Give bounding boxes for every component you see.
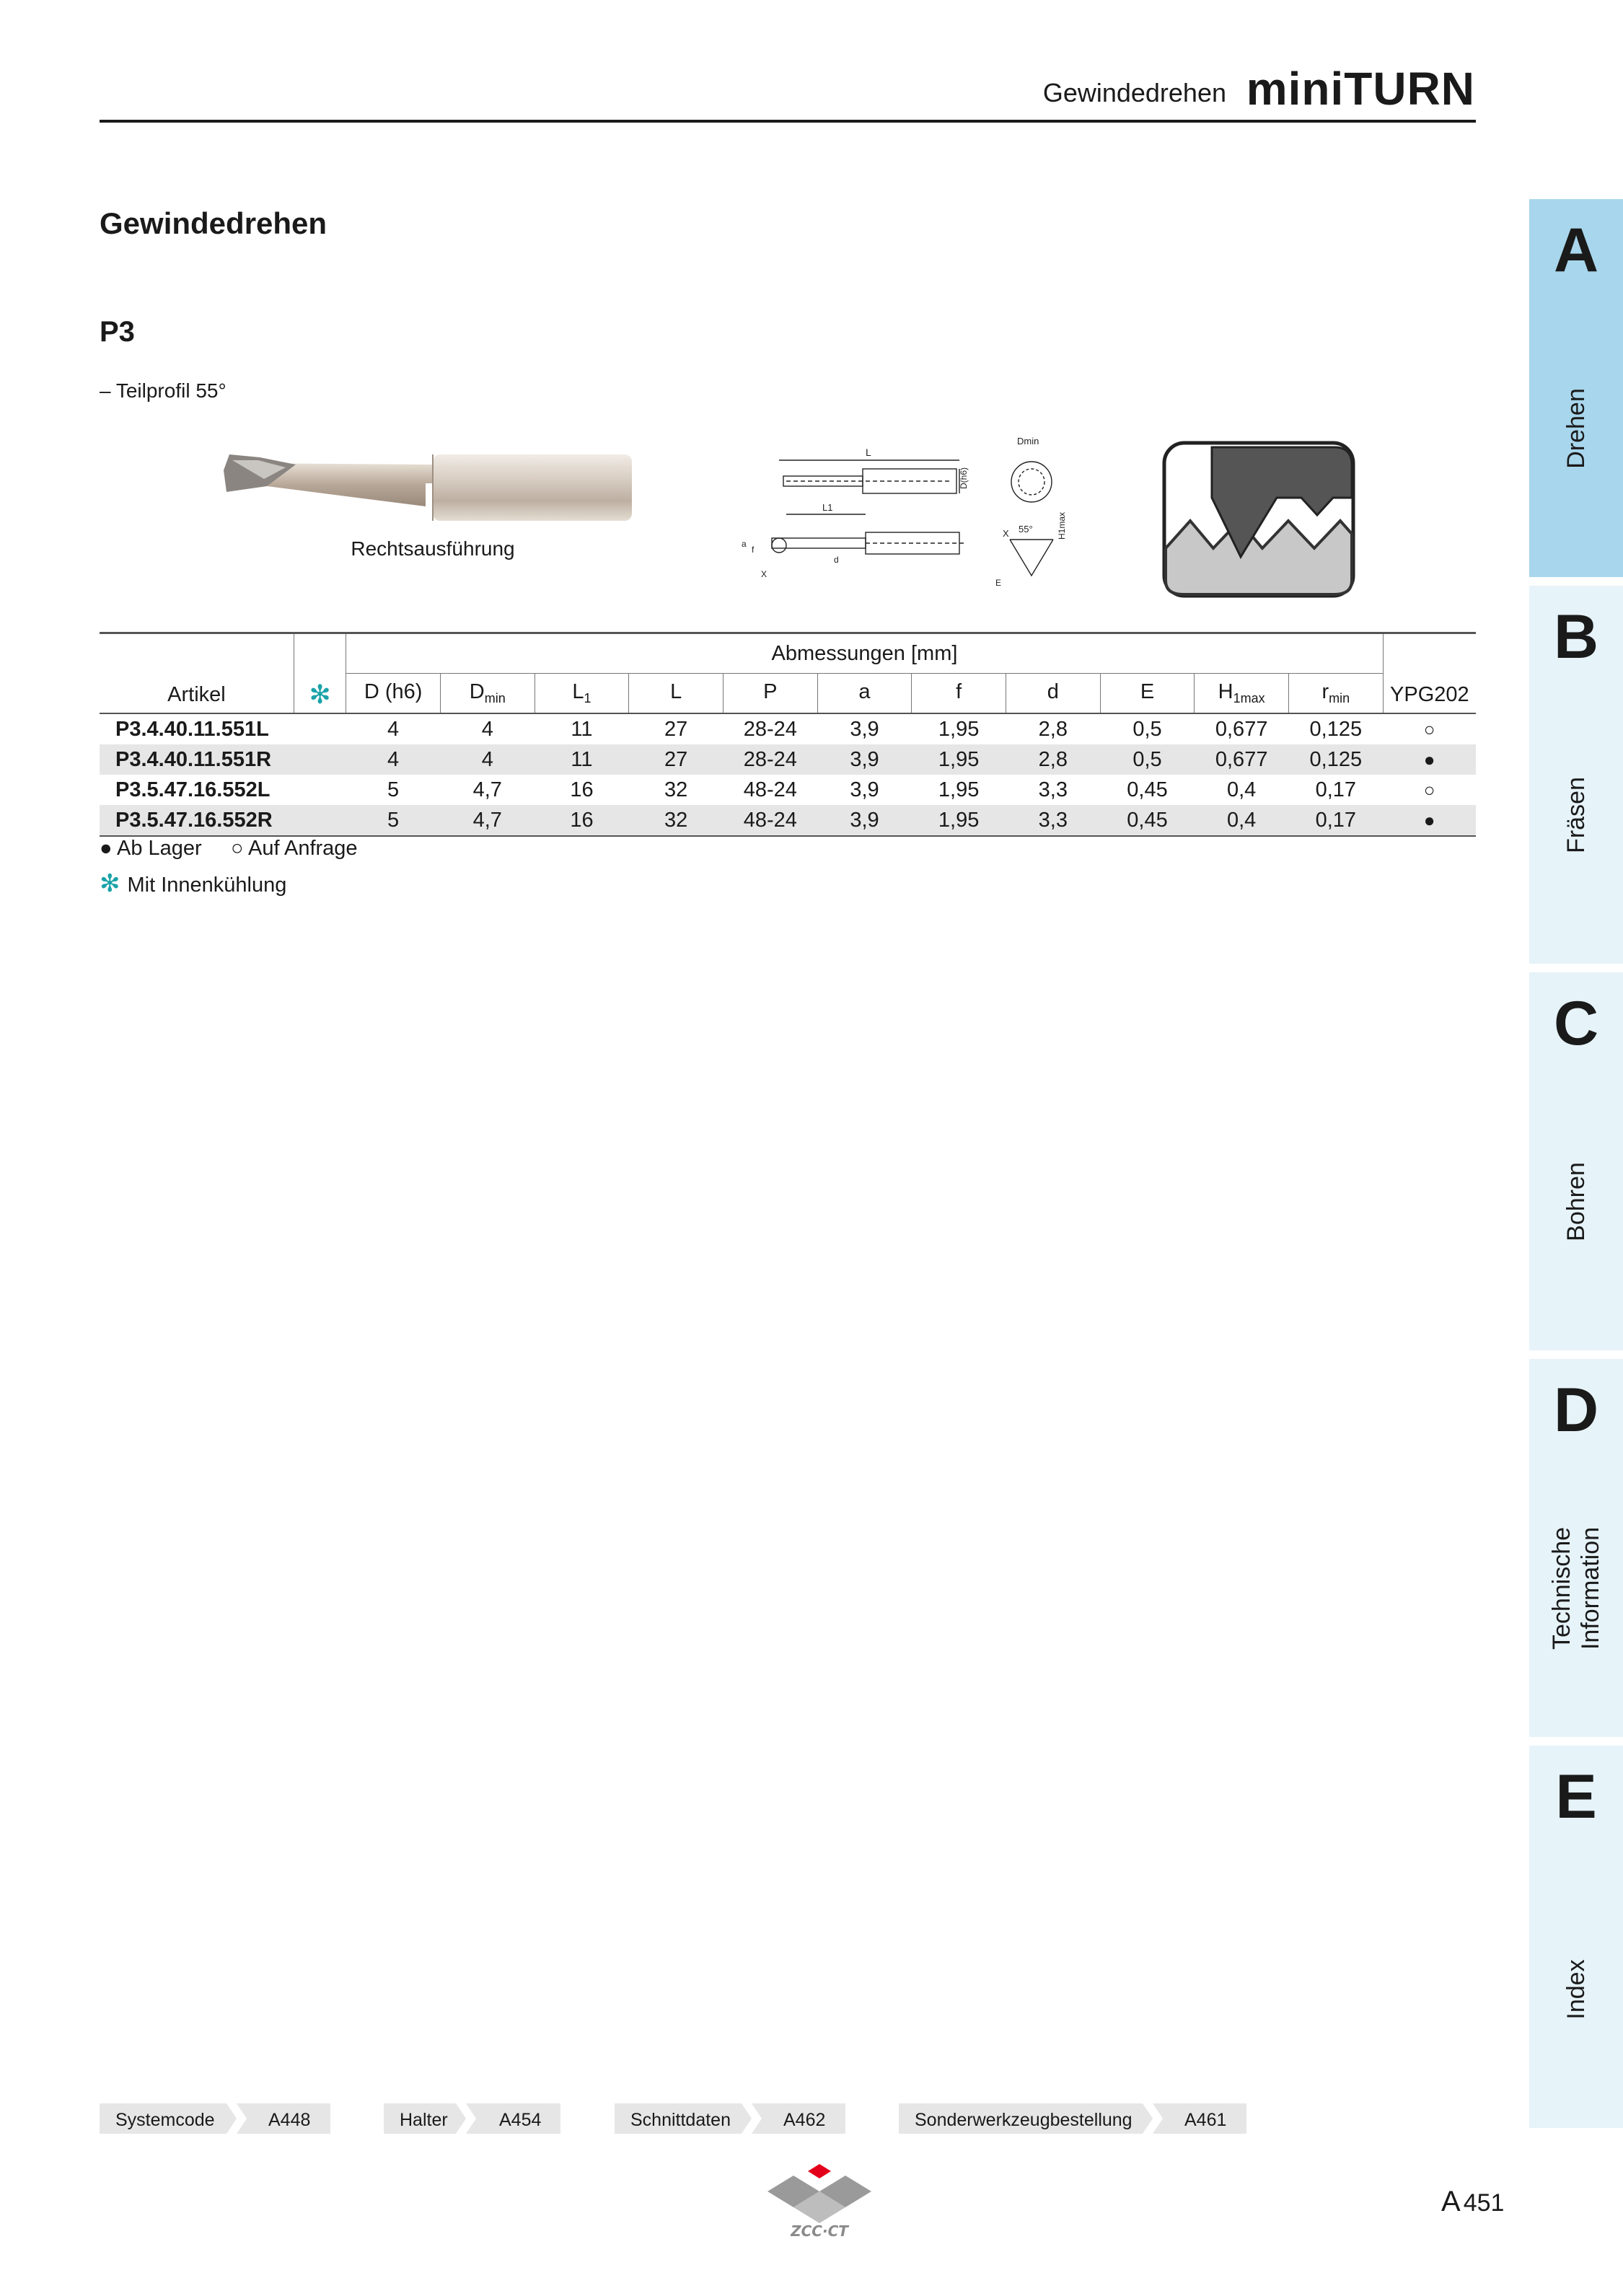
chevron-right-icon — [1140, 2103, 1164, 2134]
tab-letter: E — [1555, 1762, 1597, 1831]
cell-coolant — [294, 744, 346, 775]
cell-coolant — [294, 713, 346, 744]
svg-text:X: X — [761, 569, 767, 579]
cell: 0,125 — [1289, 744, 1384, 775]
col-f: f — [912, 674, 1006, 714]
product-subtitle: – Teilprofil 55° — [100, 379, 226, 402]
cell: 4 — [481, 717, 493, 741]
group-header: Abmessungen [mm] — [346, 633, 1383, 674]
col-grade: YPG202 — [1383, 633, 1476, 714]
ref-label: Halter — [400, 2110, 448, 2130]
tab-label: Index — [1562, 1959, 1590, 2020]
col-e: E — [1100, 674, 1195, 714]
tab-letter: B — [1553, 602, 1599, 672]
tab-drehen[interactable] — [1529, 199, 1623, 577]
cell: 0,17 — [1289, 805, 1384, 836]
cell: 2,8 — [1006, 744, 1100, 775]
ref-label: Sonderwerkzeugbestellung — [915, 2110, 1132, 2130]
tab-label: Bohren — [1562, 1162, 1590, 1241]
cell: 3,3 — [1038, 778, 1068, 801]
cell: 32 — [664, 778, 688, 801]
cell: 11 — [571, 717, 593, 741]
cell-article: P3.4.40.11.551L — [115, 717, 269, 741]
cell: 0,677 — [1195, 744, 1289, 775]
tab-technische-information[interactable] — [1529, 1359, 1623, 1737]
col-d-h6: D (h6) — [346, 674, 441, 714]
ref-page: A454 — [499, 2110, 542, 2130]
cell: 0,45 — [1100, 805, 1195, 836]
cell: 0,677 — [1215, 717, 1268, 741]
cell: 1,95 — [912, 744, 1006, 775]
cell: 0,4 — [1227, 778, 1257, 801]
dimension-drawing — [729, 431, 1104, 599]
cell: 16 — [535, 805, 629, 836]
cell: 4 — [440, 744, 535, 775]
svg-text:ZCC·CT: ZCC·CT — [791, 2222, 848, 2239]
page-digits: 451 — [1463, 2189, 1505, 2217]
table-row — [100, 744, 1476, 775]
cell: 32 — [629, 805, 723, 836]
page-prefix: A — [1441, 2186, 1461, 2217]
svg-text:55°: 55° — [1019, 524, 1033, 535]
col-p: P — [723, 674, 817, 714]
col-article: Artikel — [100, 633, 294, 714]
chevron-right-icon — [453, 2103, 478, 2134]
product-title: P3 — [100, 316, 135, 348]
svg-text:f: f — [752, 545, 755, 555]
cell: 11 — [535, 744, 629, 775]
cell-article: P3.4.40.11.551R — [100, 744, 294, 775]
cell: 3,3 — [1006, 805, 1100, 836]
ref-halter[interactable] — [384, 2103, 560, 2134]
cell: 0,125 — [1309, 717, 1363, 741]
tab-label: Drehen — [1562, 388, 1590, 469]
tab-label: Fräsen — [1562, 777, 1590, 853]
svg-text:Dmin: Dmin — [1017, 436, 1039, 447]
cell: 4,7 — [440, 805, 535, 836]
cell: 48-24 — [743, 778, 797, 801]
table-row — [100, 775, 1476, 805]
cell-grade: ○ — [1423, 778, 1435, 801]
cell: 16 — [570, 778, 594, 801]
chevron-right-icon — [739, 2103, 763, 2134]
cell: 3,9 — [817, 744, 912, 775]
snowflake-icon: ✻ — [294, 633, 346, 714]
tab-letter: A — [1553, 216, 1599, 285]
cell: 0,4 — [1195, 805, 1289, 836]
thread-profile-icon — [1161, 440, 1356, 599]
cell: 27 — [664, 717, 688, 741]
cell: 1,95 — [938, 717, 980, 741]
tab-label: Technische Information — [1548, 1526, 1604, 1650]
tool-photo — [216, 441, 649, 535]
svg-text:E: E — [995, 578, 1002, 588]
col-h1max: $H_{1max}$ — [1195, 674, 1289, 714]
cell: 0,17 — [1315, 778, 1357, 801]
section-title: Gewindedrehen — [100, 206, 327, 240]
cell-article: P3.5.47.16.552R — [100, 805, 294, 836]
svg-text:d: d — [834, 555, 839, 565]
cell: 1,95 — [938, 778, 980, 801]
svg-text:X: X — [1003, 528, 1009, 539]
svg-text:L1: L1 — [822, 502, 833, 513]
legend-coolant-label: Mit Innenkühlung — [127, 874, 287, 897]
cell: 0,45 — [1127, 778, 1168, 801]
ref-systemcode[interactable] — [100, 2103, 330, 2134]
svg-text:H1max: H1max — [1057, 511, 1067, 540]
cell-grade: ● — [1383, 805, 1476, 836]
cell: 1,95 — [912, 805, 1006, 836]
cell: 27 — [629, 744, 723, 775]
col-a: a — [817, 674, 912, 714]
ref-page: A462 — [783, 2110, 826, 2130]
cell: 3,9 — [850, 717, 879, 741]
cell: 0,5 — [1132, 717, 1162, 741]
tab-fraesen[interactable] — [1529, 586, 1623, 964]
header-section-title: Gewindedrehen — [1042, 78, 1226, 107]
page-number — [1441, 2186, 1504, 2218]
cell: 5 — [387, 778, 400, 801]
company-logo — [763, 2161, 876, 2239]
filled-dot-icon: ● — [100, 837, 113, 860]
tab-letter: D — [1553, 1376, 1599, 1445]
table-row — [100, 805, 1476, 836]
table-row — [100, 713, 1476, 744]
col-d: d — [1006, 674, 1100, 714]
cell: 0,5 — [1100, 744, 1195, 775]
tool-caption: Rechtsausführung — [351, 537, 515, 560]
legend-request: Auf Anfrage — [248, 837, 358, 860]
cell: 5 — [346, 805, 441, 836]
legend-availability — [100, 837, 358, 861]
spec-table — [100, 632, 1476, 837]
svg-text:D(h6): D(h6) — [959, 467, 969, 489]
svg-text:L: L — [866, 447, 871, 458]
tab-bohren[interactable] — [1529, 972, 1623, 1350]
tab-index[interactable] — [1529, 1746, 1623, 2128]
cell: 4,7 — [472, 778, 502, 801]
legend-stock: Ab Lager — [117, 837, 202, 860]
cell-grade: ● — [1383, 744, 1476, 775]
cell: 3,9 — [850, 778, 879, 801]
ref-page: A461 — [1184, 2110, 1227, 2130]
col-rmin: $r_{min}$ — [1289, 674, 1384, 714]
empty-dot-icon: ○ — [231, 837, 244, 860]
cell-article: P3.5.47.16.552L — [115, 778, 270, 801]
cell: 28-24 — [743, 717, 797, 741]
snowflake-icon: ✻ — [100, 870, 120, 897]
cell: 48-24 — [723, 805, 817, 836]
cell: 2,8 — [1038, 717, 1068, 741]
col-l1: $L_1$ — [535, 674, 629, 714]
tab-letter: C — [1553, 989, 1599, 1058]
cell: 3,9 — [817, 805, 912, 836]
svg-text:a: a — [742, 539, 747, 549]
ref-schnittdaten[interactable] — [615, 2103, 845, 2134]
chevron-right-icon — [224, 2103, 248, 2134]
brand-title: miniTURN — [1246, 63, 1475, 115]
cell-grade: ○ — [1423, 718, 1435, 740]
legend-coolant — [100, 869, 286, 898]
header-divider — [100, 120, 1476, 123]
cell: 4 — [346, 744, 441, 775]
cell: 4 — [387, 717, 400, 741]
ref-page: A448 — [268, 2110, 311, 2130]
col-l: L — [629, 674, 723, 714]
cell: 28-24 — [723, 744, 817, 775]
cell-coolant — [294, 775, 346, 805]
col-dmin: $D_{min}$ — [440, 674, 535, 714]
ref-sonderwerkzeugbestellung[interactable] — [899, 2103, 1246, 2134]
ref-label: Systemcode — [115, 2110, 215, 2130]
cell-coolant — [294, 805, 346, 836]
ref-label: Schnittdaten — [630, 2110, 731, 2130]
